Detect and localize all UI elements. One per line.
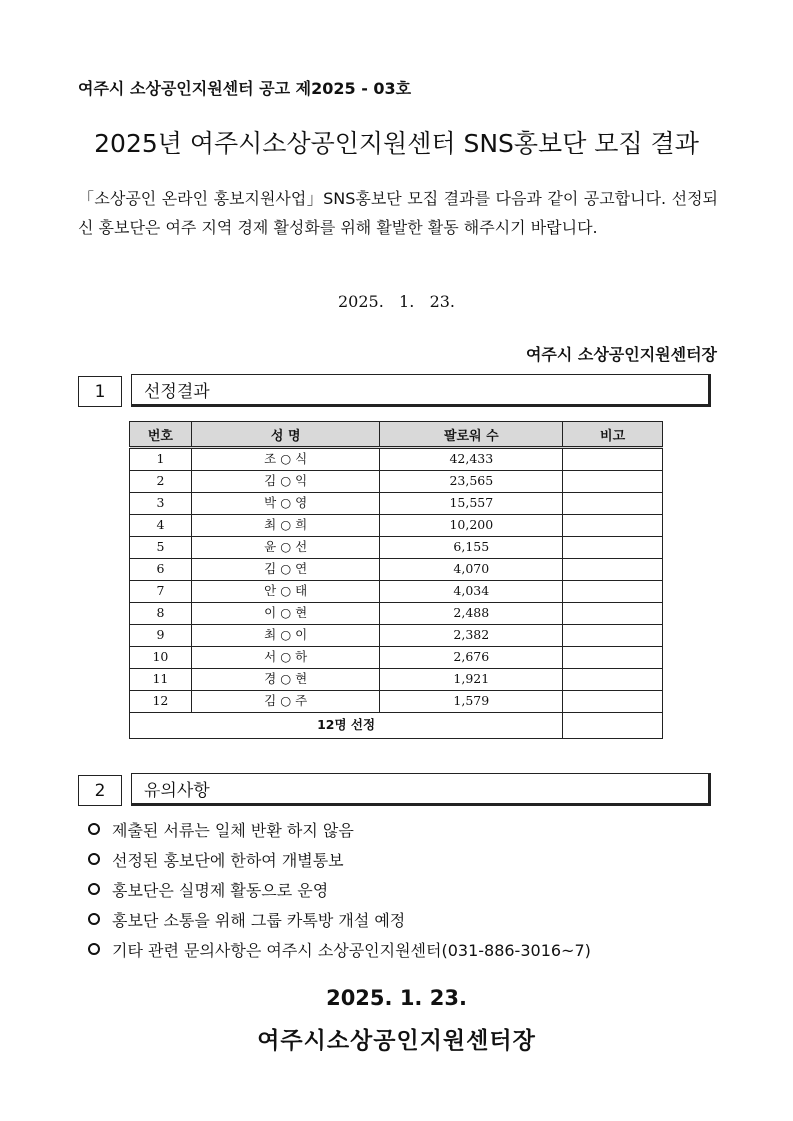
row-name: 안 ○ 태: [191, 581, 380, 603]
row-name: 최 ○ 이: [191, 625, 380, 647]
row-remarks: [563, 647, 663, 669]
row-number: 9: [130, 625, 192, 647]
row-remarks: [563, 625, 663, 647]
table-row: [130, 559, 663, 581]
row-number: 3: [130, 493, 192, 515]
header-number: 번호: [130, 422, 192, 448]
circle-bullet-icon: [88, 883, 100, 895]
row-remarks: [563, 603, 663, 625]
table-row: [130, 603, 663, 625]
row-number: 12: [130, 691, 192, 713]
circle-bullet-icon: [88, 823, 100, 835]
row-followers: 1,921: [380, 669, 563, 691]
section-1-number: 1: [78, 376, 122, 407]
row-name: 김 ○ 주: [191, 691, 380, 713]
row-name: 김 ○ 연: [191, 559, 380, 581]
note-text: 홍보단 소통을 위해 그룹 카톡방 개설 예정: [112, 910, 406, 930]
table-row: [130, 471, 663, 493]
row-remarks: [563, 493, 663, 515]
section-2-number: 2: [78, 775, 122, 806]
table-row: [130, 647, 663, 669]
row-number: 4: [130, 515, 192, 537]
circle-bullet-icon: [88, 853, 100, 865]
header-name: 성 명: [191, 422, 380, 448]
closing-issuer: 여주시소상공인지원센터장: [257, 1028, 536, 1054]
row-remarks: [563, 559, 663, 581]
table-body: [130, 448, 663, 713]
row-name: 최 ○ 희: [191, 515, 380, 537]
row-remarks: [563, 537, 663, 559]
list-item: [88, 904, 591, 934]
note-text: 홍보단은 실명제 활동으로 운영: [112, 880, 329, 900]
note-text: 선정된 홍보단에 한하여 개별통보: [112, 850, 344, 870]
row-remarks: [563, 471, 663, 493]
row-remarks: [563, 691, 663, 713]
total-label: 12명 선정: [130, 713, 563, 739]
row-followers: 6,155: [380, 537, 563, 559]
row-followers: 2,382: [380, 625, 563, 647]
total-remarks: [563, 713, 663, 739]
row-remarks: [563, 669, 663, 691]
row-name: 윤 ○ 선: [191, 537, 380, 559]
table-row: [130, 448, 663, 471]
table-header-row: [130, 422, 663, 448]
list-item: [88, 814, 591, 844]
table-row: [130, 537, 663, 559]
row-followers: 4,070: [380, 559, 563, 581]
row-number: 8: [130, 603, 192, 625]
row-followers: 1,579: [380, 691, 563, 713]
total-row: [130, 713, 663, 739]
selection-result-table: [129, 421, 663, 739]
issuer-name: 여주시 소상공인지원센터장: [525, 345, 717, 364]
row-followers: 2,488: [380, 603, 563, 625]
row-number: 5: [130, 537, 192, 559]
row-number: 7: [130, 581, 192, 603]
row-number: 10: [130, 647, 192, 669]
row-followers: 15,557: [380, 493, 563, 515]
table-row: [130, 691, 663, 713]
row-number: 2: [130, 471, 192, 493]
table-row: [130, 581, 663, 603]
row-followers: 2,676: [380, 647, 563, 669]
row-name: 조 ○ 식: [191, 448, 380, 471]
row-number: 1: [130, 448, 192, 471]
list-item: [88, 874, 591, 904]
list-item: [88, 844, 591, 874]
row-remarks: [563, 515, 663, 537]
note-text: 기타 관련 문의사항은 여주시 소상공인지원센터(031-886-3016~7): [112, 940, 591, 960]
announcement-date: 2025. 1. 23.: [337, 292, 456, 311]
row-number: 6: [130, 559, 192, 581]
header-followers: 팔로워 수: [380, 422, 563, 448]
table-row: [130, 515, 663, 537]
section-1-title: 선정결과: [131, 374, 711, 407]
row-followers: 42,433: [380, 448, 563, 471]
row-name: 이 ○ 현: [191, 603, 380, 625]
row-name: 서 ○ 하: [191, 647, 380, 669]
table-row: [130, 493, 663, 515]
table-row: [130, 625, 663, 647]
intro-paragraph: 「소상공인 온라인 홍보지원사업」SNS홍보단 모집 결과를 다음과 같이 공고합니다. 선정되신 홍보단은 여주 지역 경제 활성화를 위해 활발한 활동 해주시기 바랍니다.: [78, 189, 718, 237]
row-followers: 4,034: [380, 581, 563, 603]
row-name: 김 ○ 익: [191, 471, 380, 493]
notice-number: 여주시 소상공인지원센터 공고 제2025 - 03호: [78, 79, 412, 98]
row-name: 박 ○ 영: [191, 493, 380, 515]
table-row: [130, 669, 663, 691]
row-name: 경 ○ 현: [191, 669, 380, 691]
header-remarks: 비고: [563, 422, 663, 448]
list-item: [88, 934, 591, 964]
notes-list: [88, 814, 591, 964]
closing-date: 2025. 1. 23.: [326, 986, 467, 1010]
circle-bullet-icon: [88, 943, 100, 955]
circle-bullet-icon: [88, 913, 100, 925]
row-remarks: [563, 581, 663, 603]
row-followers: 23,565: [380, 471, 563, 493]
section-2-title: 유의사항: [131, 773, 711, 806]
row-followers: 10,200: [380, 515, 563, 537]
row-number: 11: [130, 669, 192, 691]
note-text: 제출된 서류는 일체 반환 하지 않음: [112, 820, 354, 840]
document-title: 2025년 여주시소상공인지원센터 SNS홍보단 모집 결과: [94, 129, 699, 158]
row-remarks: [563, 448, 663, 471]
